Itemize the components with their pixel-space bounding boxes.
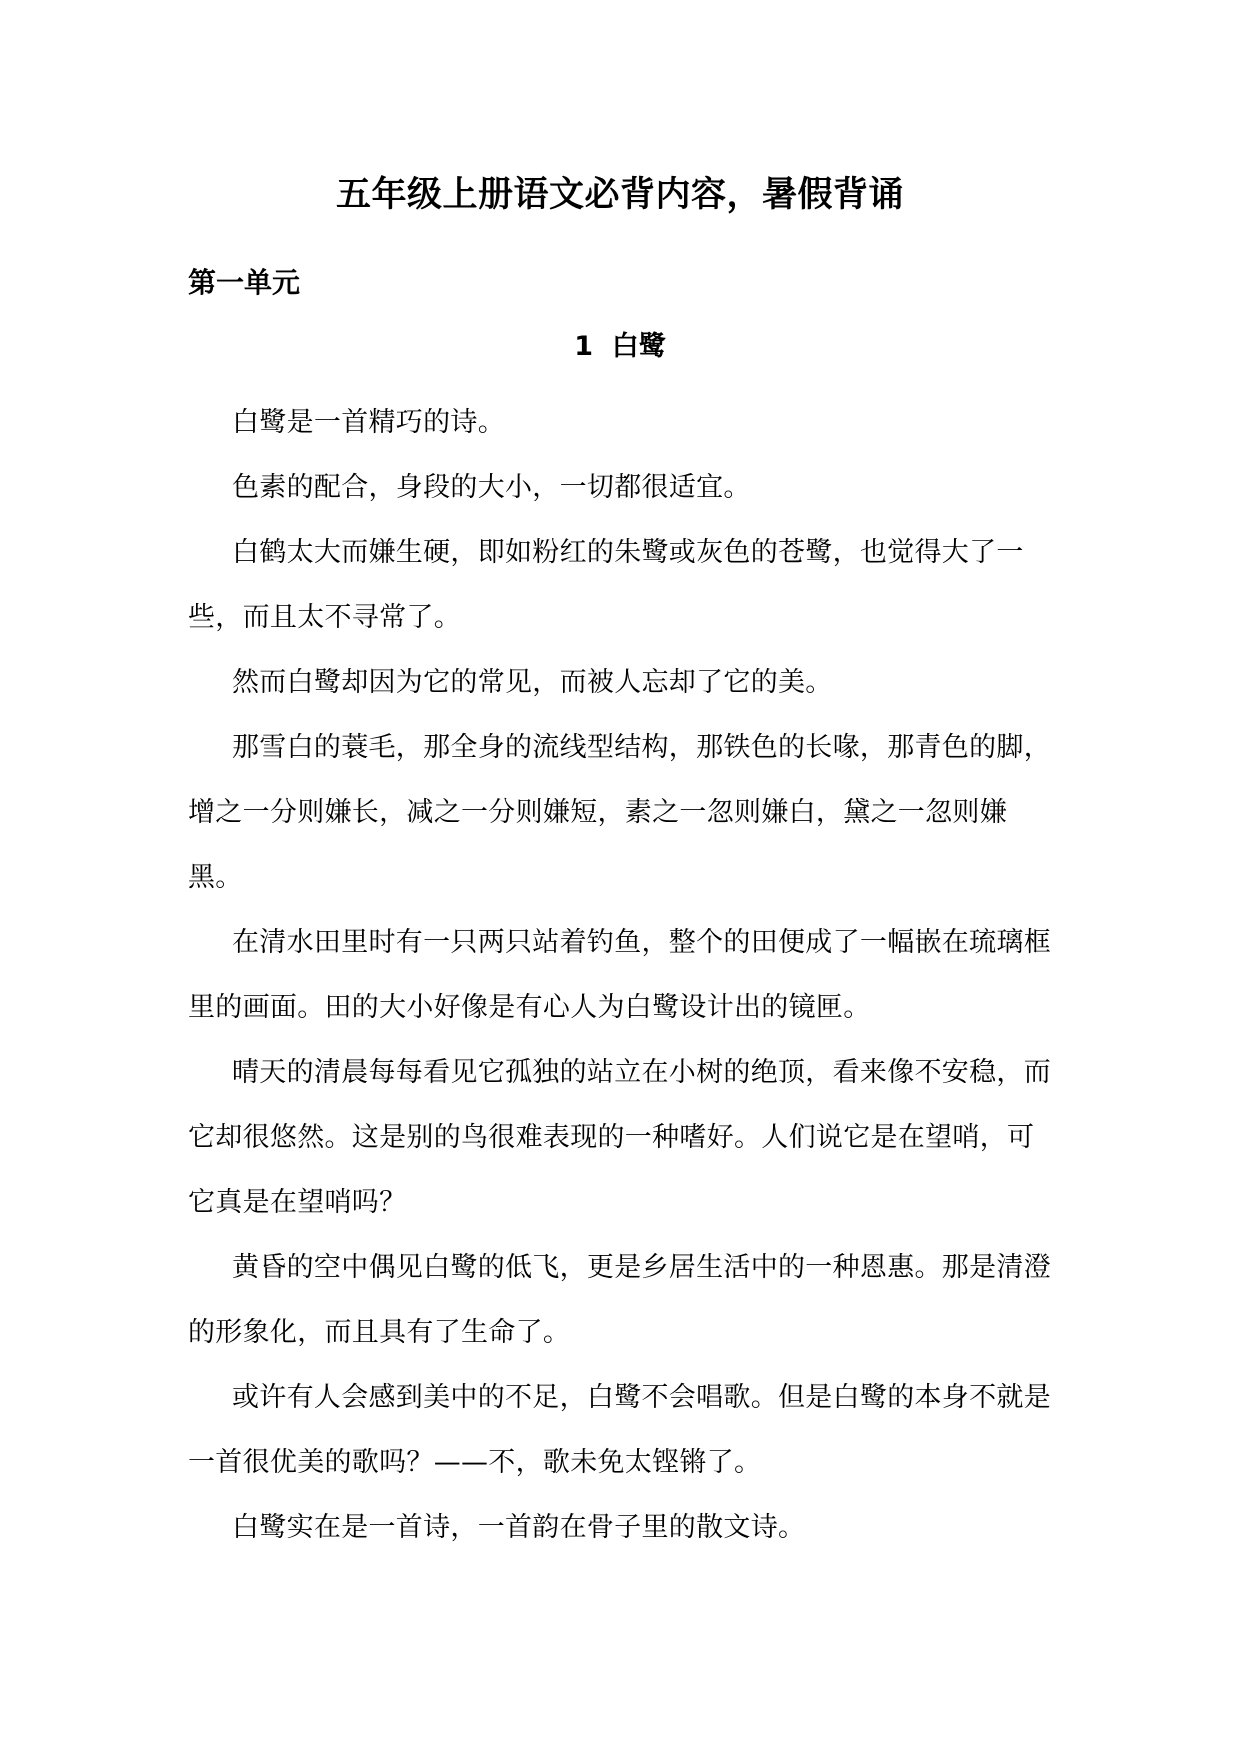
lesson-body — [188, 390, 1053, 1560]
paragraph: 然而白鹭却因为它的常见，而被人忘却了它的美。 — [232, 667, 833, 698]
paragraph: 黄昏的空中偶见白鹭的低飞，更是乡居生活中的一种恩惠。那是清澄的形象化，而且具有了生命了。 — [188, 1252, 1051, 1348]
section-heading: 第一单元 — [188, 266, 301, 299]
paragraph: 在清水田里时有一只两只站着钓鱼，整个的田便成了一幅嵌在琉璃框里的画面。田的大小好像是有心人为白鹭设计出的镜匣。 — [188, 927, 1051, 1023]
paragraph: 晴天的清晨每每看见它孤独的站立在小树的绝顶，看来像不安稳，而它却很悠然。这是别的鸟很难表现的一种嗜好。人们说它是在望哨，可它真是在望哨吗？ — [188, 1057, 1051, 1218]
paragraph: 白鹭实在是一首诗，一首韵在骨子里的散文诗。 — [232, 1512, 806, 1543]
paragraph: 或许有人会感到美中的不足，白鹭不会唱歌。但是白鹭的本身不就是一首很优美的歌吗？——不，歌未免太铿锵了。 — [188, 1382, 1051, 1478]
paragraph: 白鹤太大而嫌生硬，即如粉红的朱鹭或灰色的苍鹭，也觉得大了一些，而且太不寻常了。 — [188, 537, 1024, 633]
document-title: 五年级上册语文必背内容，暑假背诵 — [335, 175, 904, 215]
paragraph: 色素的配合，身段的大小，一切都很适宜。 — [232, 472, 751, 503]
lesson-title: 1 白鹭 — [574, 331, 666, 362]
paragraph: 白鹭是一首精巧的诗。 — [232, 407, 505, 438]
paragraph: 那雪白的蓑毛，那全身的流线型结构，那铁色的长喙，那青色的脚，增之一分则嫌长，减之一分则嫌短，素之一忽则嫌白，黛之一忽则嫌黑。 — [188, 732, 1051, 893]
